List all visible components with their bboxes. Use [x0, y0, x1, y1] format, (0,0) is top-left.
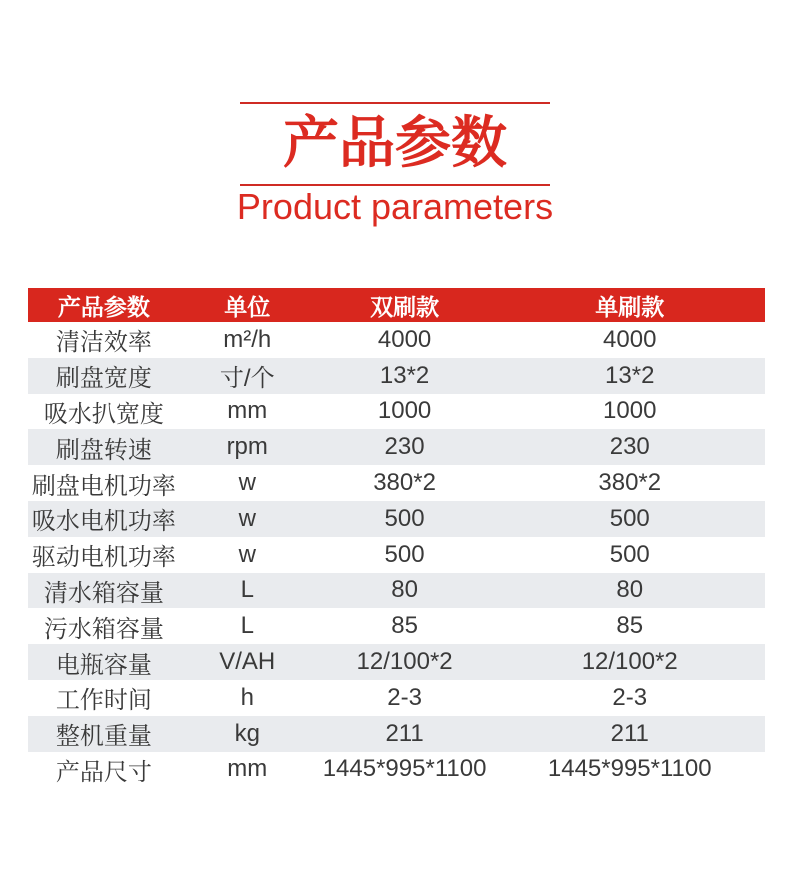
table-row: [28, 358, 765, 394]
param-dual-value: 12/100*2: [356, 648, 453, 676]
param-single-value: 211: [610, 719, 649, 747]
param-single-value: 85: [616, 612, 644, 640]
param-dual-value: 80: [391, 576, 418, 604]
param-single-value: 380*2: [598, 469, 662, 497]
param-single-value: 2-3: [612, 683, 648, 711]
param-dual-value: 211: [385, 719, 424, 747]
param-single-value: 500: [609, 504, 650, 532]
table-row: [28, 501, 765, 537]
param-dual-value: 2-3: [387, 683, 422, 711]
param-label: 刷盘电机功率: [31, 472, 176, 500]
header-unit: 单位: [180, 288, 315, 322]
param-dual-value: 1445*995*1100: [322, 755, 487, 783]
table-row: [28, 394, 765, 430]
param-dual-value: 1000: [377, 397, 432, 425]
param-unit: h: [240, 683, 254, 711]
header-dual-brush: 双刷款: [315, 288, 495, 322]
param-unit: mm: [227, 397, 268, 425]
param-label: 污水箱容量: [43, 615, 164, 643]
param-dual-value: 85: [391, 612, 418, 640]
param-unit: mm: [227, 755, 268, 783]
param-unit: w: [238, 504, 256, 532]
param-single-value: 500: [609, 540, 650, 568]
param-unit: L: [240, 612, 254, 640]
table-row: [28, 752, 765, 788]
param-single-value: 1000: [603, 397, 657, 425]
param-label: 吸水扒宽度: [43, 400, 164, 428]
table-row: [28, 573, 765, 609]
page-title-chinese: 产品参数: [283, 111, 507, 174]
param-unit: w: [238, 540, 256, 568]
param-label: 整机重量: [55, 723, 152, 751]
param-label: 工作时间: [55, 687, 152, 715]
page-title-english: Product parameters: [236, 186, 554, 227]
param-label: 清洁效率: [55, 329, 152, 357]
param-dual-value: 380*2: [373, 469, 436, 497]
param-label: 刷盘转速: [55, 436, 152, 464]
table-row: [28, 322, 765, 358]
param-label: 吸水电机功率: [31, 508, 176, 536]
param-label: 清水箱容量: [43, 579, 164, 607]
table-row: [28, 644, 765, 680]
param-unit: w: [238, 469, 256, 497]
spec-table-body: [28, 322, 765, 787]
param-label: 电瓶容量: [55, 651, 152, 679]
param-unit: 寸/个: [219, 365, 275, 393]
spec-table: [28, 288, 765, 787]
table-row: [28, 429, 765, 465]
param-dual-value: 13*2: [379, 361, 430, 389]
param-label: 驱动电机功率: [31, 544, 176, 572]
param-dual-value: 500: [384, 504, 425, 532]
param-single-value: 13*2: [605, 361, 655, 389]
param-single-value: 1445*995*1100: [547, 755, 712, 783]
header-single-brush: 单刷款: [494, 288, 765, 322]
table-row: [28, 537, 765, 573]
param-unit: L: [240, 576, 254, 604]
param-unit: m²/h: [223, 325, 272, 353]
param-dual-value: 4000: [377, 325, 432, 353]
table-row: [28, 680, 765, 716]
header-parameter: 产品参数: [28, 288, 180, 322]
table-row: [28, 716, 765, 752]
param-label: 产品尺寸: [55, 758, 152, 786]
param-unit: kg: [234, 719, 260, 747]
title-divider-top: [240, 102, 550, 104]
param-label: 刷盘宽度: [55, 365, 152, 393]
param-single-value: 230: [609, 433, 650, 461]
param-single-value: 4000: [603, 325, 657, 353]
param-unit: V/AH: [219, 648, 276, 676]
spec-table-header: [28, 288, 765, 322]
param-single-value: 80: [616, 576, 644, 604]
table-row: [28, 608, 765, 644]
param-dual-value: 500: [384, 540, 425, 568]
param-unit: rpm: [226, 433, 268, 461]
param-dual-value: 230: [384, 433, 425, 461]
table-row: [28, 465, 765, 501]
header-row: [28, 288, 765, 322]
param-single-value: 12/100*2: [581, 648, 678, 676]
